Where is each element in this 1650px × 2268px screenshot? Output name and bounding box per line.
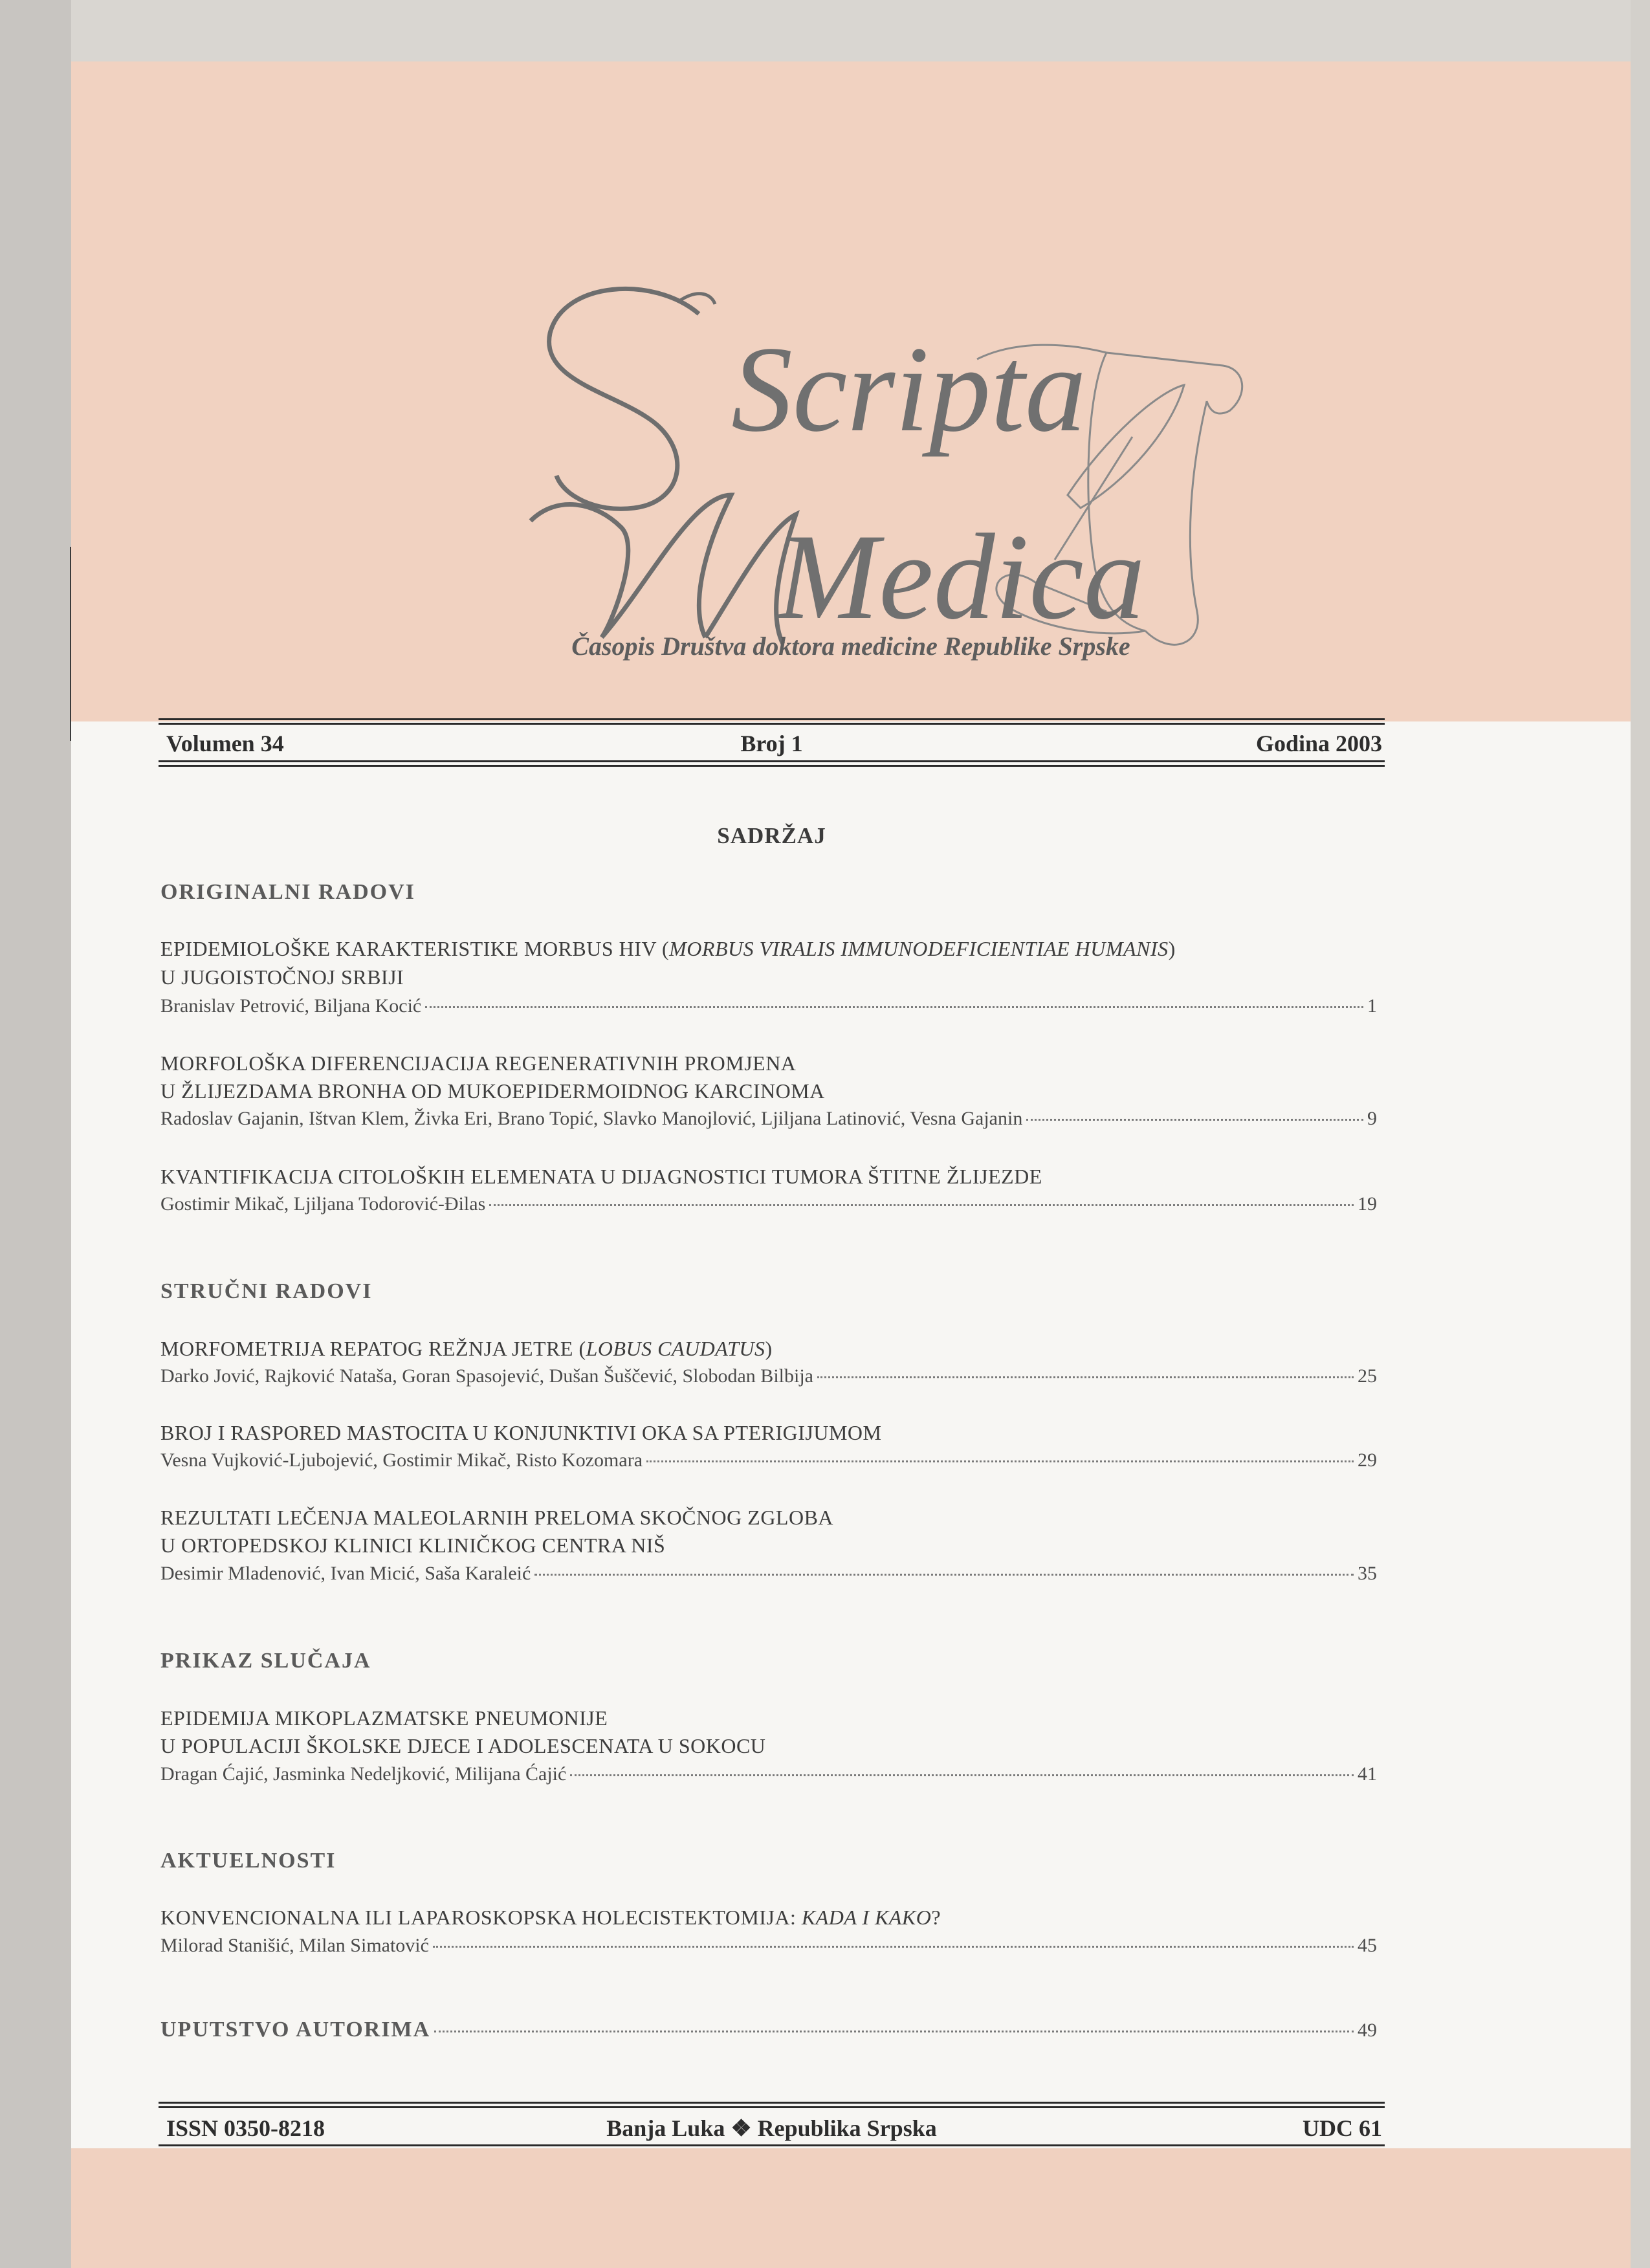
publication-place: Banja Luka ❖ Republika Srpska [606,2115,937,2141]
toc-entry-author-instructions[interactable] [160,2018,1377,2045]
toc-entry[interactable] [160,1108,1377,1135]
leader-dots [817,1376,1354,1378]
section-title: UPUTSTVO AUTORIMA [160,2018,431,2042]
leader-dots [434,2031,1354,2032]
article-authors: Branislav Petrović, Biljana Kocić [160,995,422,1017]
article-title: KONVENCIONALNA ILI LAPAROSKOPSKA HOLECISTEKTOMIJA: KADA I KAKO? [160,1906,941,1929]
leader-dots [1026,1119,1363,1121]
page-number: 1 [1367,995,1377,1017]
article-title-line: U ORTOPEDSKOJ KLINICI KLINIČKOG CENTRA NIŠ [160,1534,666,1557]
scan-border-left [0,0,71,2268]
leader-dots [570,1774,1354,1776]
bottom-color-band [71,2148,1631,2268]
year-label: Godina 2003 [1255,731,1382,756]
leader-dots [646,1460,1354,1462]
leader-dots [433,1946,1354,1948]
rule-top-2 [159,723,1385,725]
udc-label: UDC 61 [1303,2115,1382,2141]
article-title-line: U ŽLIJEZDAMA BRONHA OD MUKOEPIDERMOIDNOG KARCINOMA [160,1079,825,1103]
page-number: 41 [1358,1763,1377,1785]
article-title-line: U JUGOISTOČNOJ SRBIJI [160,965,404,989]
article-authors: Milorad Stanišić, Milan Simatović [160,1935,429,1956]
section-title: ORIGINALNI RADOVI [160,880,415,904]
rule-bottom-3 [159,2144,1385,2146]
leader-dots [425,1006,1363,1008]
article-title: REZULTATI LEČENJA MALEOLARNIH PRELOMA SKOČNOG ZGLOBA [160,1506,834,1529]
article-title: BROJ I RASPORED MASTOCITA U KONJUNKTIVI OKA SA PTERIGIJUMOM [160,1421,882,1444]
article-authors: Darko Jović, Rajković Nataša, Goran Spasojević, Dušan Šuščević, Slobodan Bilbija [160,1365,813,1387]
rule-top-4 [159,765,1385,767]
section-title: PRIKAZ SLUČAJA [160,1649,371,1673]
contents-heading: SADRŽAJ [717,823,826,848]
article-authors: Dragan Ćajić, Jasminka Nedeljković, Milijana Ćajić [160,1763,567,1785]
toc-entry[interactable] [160,1935,1377,1962]
article-title: EPIDEMIJA MIKOPLAZMATSKE PNEUMONIJE [160,1706,608,1730]
page-number: 35 [1358,1563,1377,1584]
rule-top-1 [159,718,1385,720]
scripta-medica-logo [485,223,1326,689]
logo-text-scripta: Scripta [731,322,1086,457]
article-authors: Desimir Mladenović, Ivan Micić, Saša Karaleić [160,1563,531,1584]
toc-entry[interactable] [160,1449,1377,1477]
toc-entry[interactable] [160,1365,1377,1393]
article-title: MORFOMETRIJA REPATOG REŽNJA JETRE (LOBUS CAUDATUS) [160,1337,773,1360]
section-title: AKTUELNOSTI [160,1849,336,1873]
article-title: EPIDEMIOLOŠKE KARAKTERISTIKE MORBUS HIV (MORBUS VIRALIS IMMUNODEFICIENTIAE HUMANIS) [160,937,1176,960]
toc-entry[interactable] [160,995,1377,1022]
leader-dots [489,1204,1354,1206]
issn-label: ISSN 0350-8218 [166,2115,325,2141]
volume-label: Volumen 34 [166,731,284,756]
page-number: 25 [1358,1365,1377,1387]
page-number: 19 [1358,1193,1377,1215]
issue-number-label: Broj 1 [740,731,803,756]
page-number: 29 [1358,1449,1377,1471]
page-number: 45 [1358,1935,1377,1956]
article-authors: Gostimir Mikač, Ljiljana Todorović-Đilas [160,1193,486,1215]
leader-dots [534,1574,1354,1576]
toc-entry[interactable] [160,1193,1377,1220]
article-title-line: U POPULACIJI ŠKOLSKE DJECE I ADOLESCENATA U SOKOCU [160,1734,766,1757]
toc-entry[interactable] [160,1763,1377,1790]
article-authors: Radoslav Gajanin, Ištvan Klem, Živka Eri, Brano Topić, Slavko Manojlović, Ljiljana Latinović, Vesna Gajanin [160,1108,1023,1129]
issue-info-bar [159,726,1385,760]
rule-top-3 [159,760,1385,762]
rule-bottom-1 [159,2102,1385,2104]
article-title: MORFOLOŠKA DIFERENCIJACIJA REGENERATIVNIH PROMJENA [160,1051,797,1075]
scan-border-right [1631,0,1650,2268]
rule-bottom-2 [159,2106,1385,2108]
scan-border-top [0,0,1650,61]
toc-entry[interactable] [160,1563,1377,1590]
article-authors: Vesna Vujković-Ljubojević, Gostimir Mikač, Risto Kozomara [160,1449,643,1471]
page-number: 49 [1358,2020,1377,2041]
journal-subtitle: Časopis Društva doktora medicine Republike Srpske [571,632,1130,661]
logo-text-medica: Medica [776,509,1145,645]
section-title: STRUČNI RADOVI [160,1279,373,1303]
article-title: KVANTIFIKACIJA CITOLOŠKIH ELEMENATA U DIJAGNOSTICI TUMORA ŠTITNE ŽLIJEZDE [160,1165,1042,1188]
page-number: 9 [1367,1108,1377,1129]
footer-bar [159,2111,1385,2144]
